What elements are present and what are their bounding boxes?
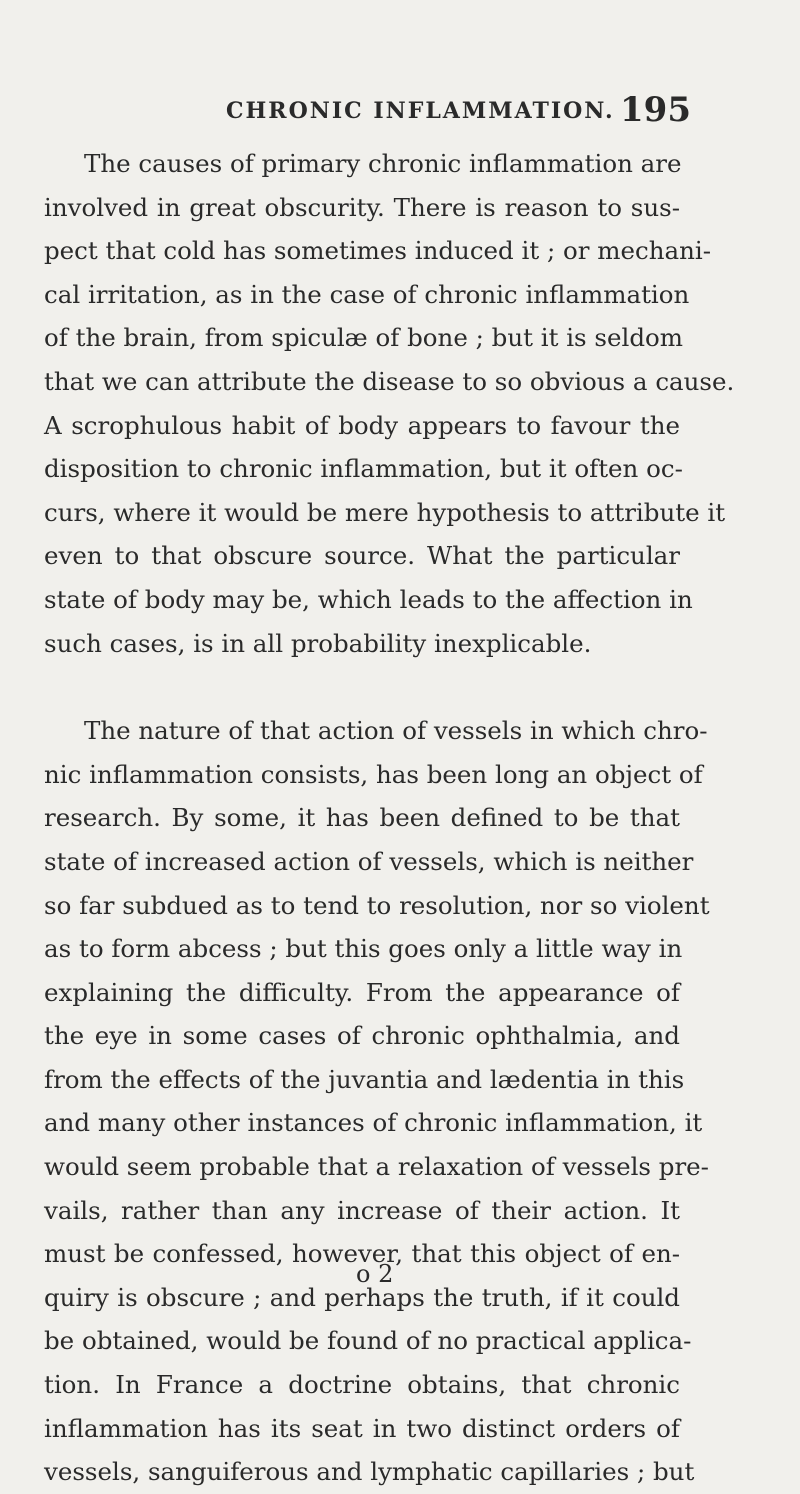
text-line: involved in great obscurity. There is reason to sus- <box>44 192 680 222</box>
text-line: curs, where it would be mere hypothesis to attribute it <box>44 497 726 527</box>
signature-mark: o 2 <box>356 1260 394 1288</box>
text-line: be obtained, would be found of no practical applica- <box>44 1326 692 1356</box>
paragraph-causes <box>44 142 735 665</box>
text-line: vessels, sanguiferous and lymphatic capillaries ; but <box>44 1457 695 1487</box>
text-line: A scrophulous habit of body appears to favour the <box>44 410 680 440</box>
running-head: CHRONIC INFLAMMATION. <box>226 98 615 124</box>
text-line: of the brain, from spiculæ of bone ; but it is seldom <box>44 323 683 353</box>
text-line: inflammation has its seat in two distinct orders of <box>44 1413 680 1443</box>
text-line: quiry is obscure ; and perhaps the truth, if it could <box>44 1282 680 1312</box>
text-line: pect that cold has sometimes induced it ; or mechani- <box>44 236 712 266</box>
text-line: The nature of that action of vessels in which chro- <box>84 716 708 746</box>
text-line: state of body may be, which leads to the affection in <box>44 584 693 614</box>
text-line: state of increased action of vessels, which is neither <box>44 846 694 876</box>
text-line: so far subdued as to tend to resolution, nor so violent <box>44 890 710 920</box>
text-line: the eye in some cases of chronic ophthalmia, and <box>44 1021 680 1051</box>
text-line: nic inflammation consists, has been long an object of <box>44 759 703 789</box>
page-header <box>0 90 800 140</box>
text-line: research. By some, it has been defined to be that <box>44 803 680 833</box>
text-line: even to that obscure source. What the particular <box>44 541 680 571</box>
text-line: cal irritation, as in the case of chronic inflammation <box>44 279 690 309</box>
text-line: vails, rather than any increase of their action. It <box>44 1195 680 1225</box>
paragraph-nature <box>44 709 710 1494</box>
text-line: that we can attribute the disease to so obvious a cause. <box>44 366 735 396</box>
text-line: tion. In France a doctrine obtains, that chronic <box>44 1370 680 1400</box>
text-line: explaining the difficulty. From the appearance of <box>44 977 680 1007</box>
text-line: disposition to chronic inflammation, but it often oc- <box>44 454 683 484</box>
text-line: must be confessed, however, that this object of en- <box>44 1239 680 1269</box>
text-line: The causes of primary chronic inflammation are <box>84 149 682 178</box>
body-text <box>44 142 735 1494</box>
text-line: from the effects of the juvantia and lædentia in this <box>44 1064 685 1094</box>
text-line: and many other instances of chronic inflammation, it <box>44 1108 703 1138</box>
paragraph-gap <box>44 665 680 709</box>
page-number: 195 <box>620 90 691 130</box>
text-line: as to form abcess ; but this goes only a little way in <box>44 934 683 964</box>
text-line: such cases, is in all probability inexplicable. <box>44 628 592 658</box>
text-line: would seem probable that a relaxation of vessels pre- <box>44 1152 709 1182</box>
